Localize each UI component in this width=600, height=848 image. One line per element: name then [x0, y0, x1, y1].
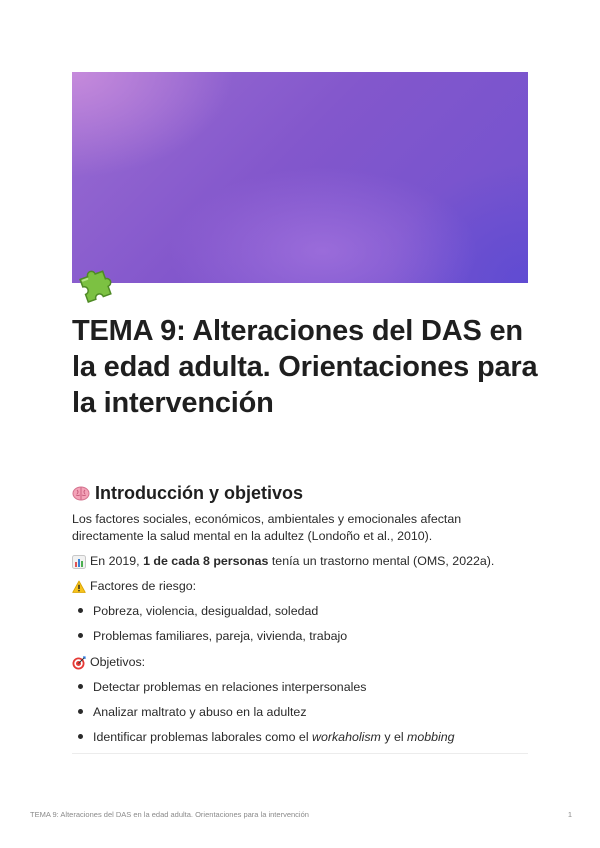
risk-label: [72, 578, 196, 595]
section-heading: [72, 480, 303, 506]
list-item: Analizar maltrato y abuso en la adultez: [74, 699, 455, 724]
cover-image: [72, 72, 528, 283]
stat-prefix: En 2019,: [90, 554, 144, 568]
stat-line: [72, 553, 494, 570]
bar-chart-icon: [72, 555, 86, 569]
list-item: Identificar problemas laborales como el workaholism y el mobbing: [74, 724, 455, 749]
list-item: Problemas familiares, pareja, vivienda, trabajo: [74, 623, 347, 648]
section-heading-text: Introducción y objetivos: [95, 483, 304, 503]
list-item: Pobreza, violencia, desigualdad, soledad: [74, 598, 347, 623]
intro-paragraph: Los factores sociales, económicos, ambientales y emocionales afectan directamente la salud mental en la adultez (Londoño et al., 2010).: [72, 512, 462, 543]
list-item: Detectar problemas en relaciones interpersonales: [74, 674, 455, 699]
objectives-label: [72, 654, 145, 671]
divider: [72, 753, 528, 754]
page-title: TEMA 9: Alteraciones del DAS en la edad adulta. Orientaciones para la intervención: [72, 315, 538, 419]
objectives-list: [74, 674, 455, 749]
puzzle-piece-icon: [74, 262, 120, 308]
objectives-label-text: Objetivos:: [90, 655, 146, 669]
target-icon: [72, 656, 86, 670]
brain-icon: [72, 484, 90, 502]
footer-text: TEMA 9: Alteraciones del DAS en la edad adulta. Orientaciones para la intervención: [30, 810, 309, 819]
risk-list: [74, 598, 347, 648]
stat-bold: 1 de cada 8 personas: [143, 554, 269, 568]
stat-suffix: tenía un trastorno mental (OMS, 2022a).: [268, 554, 495, 568]
warning-icon: [72, 580, 86, 594]
page-number: 1: [567, 810, 572, 819]
risk-label-text: Factores de riesgo:: [90, 579, 197, 593]
